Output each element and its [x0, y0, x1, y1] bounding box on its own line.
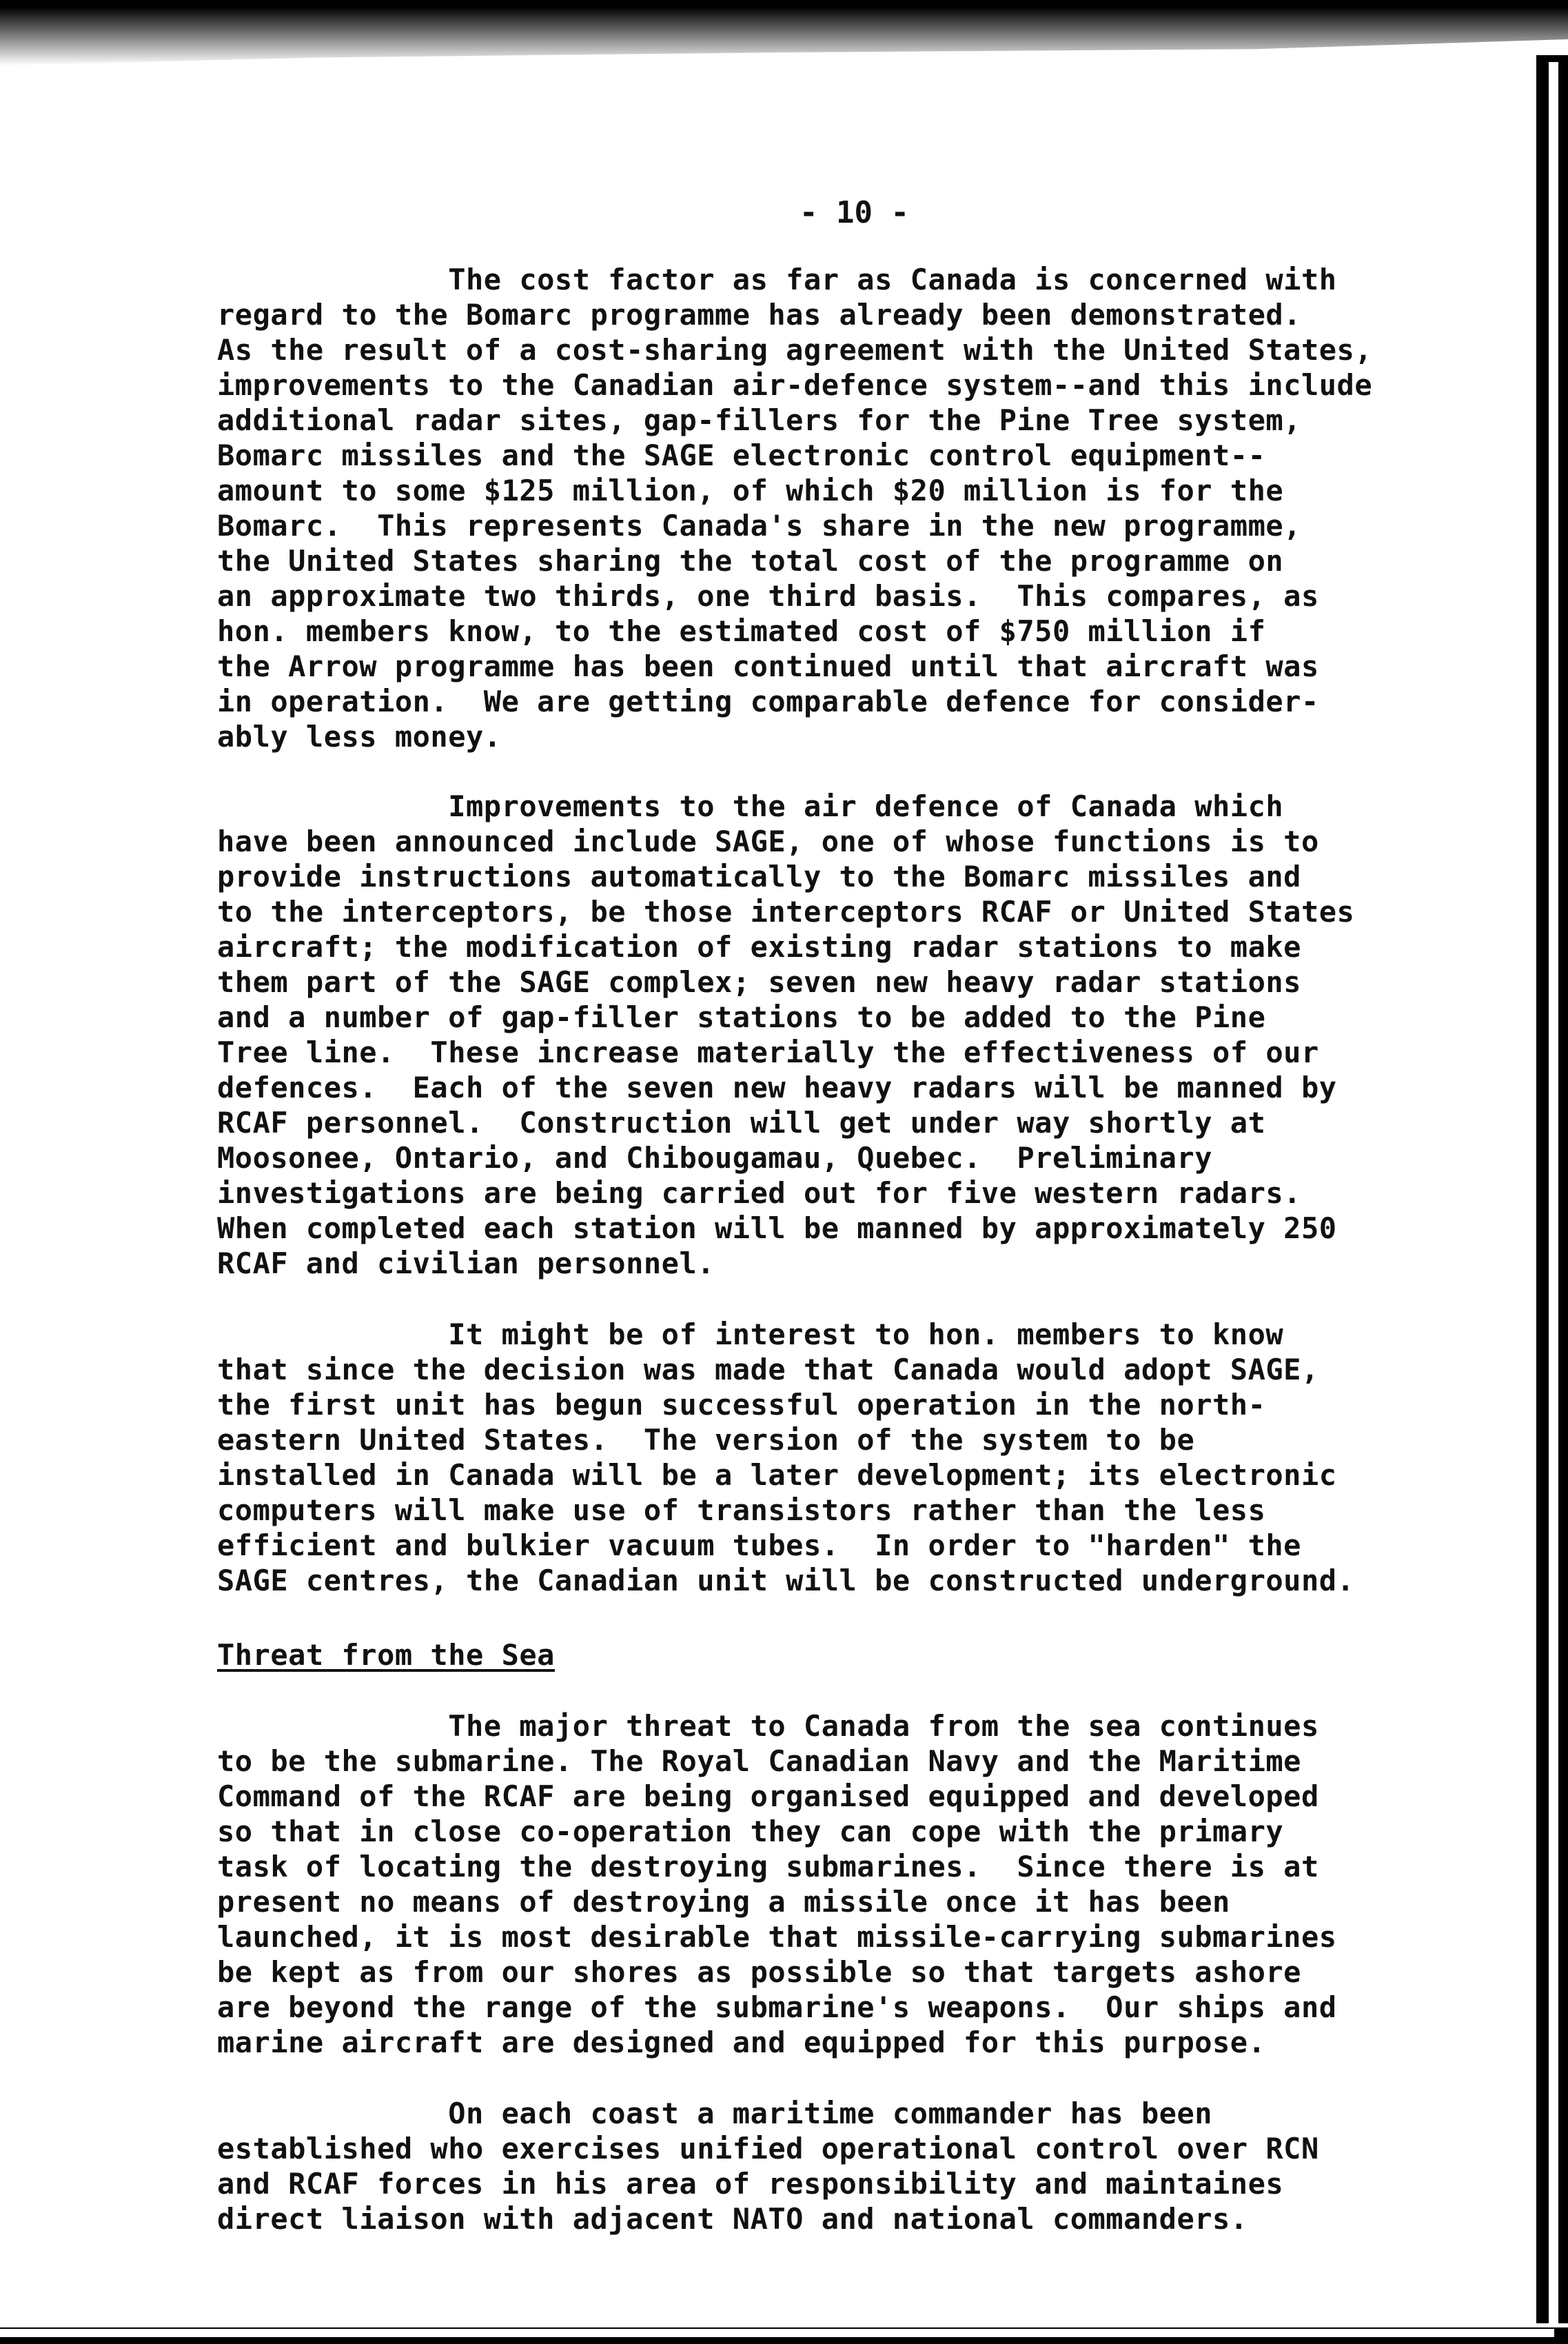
paragraph-sage-operation: It might be of interest to hon. members to know that since the decision was made that Canada would adopt SAGE, the first unit has begun successful operation in the north- eastern United States. The version of the system to be installed in Canada will be a later development; its electronic computers will make use of transistors rather than the less efficient and bulkier vacuum tubes. In order to "harden" the SAGE centres, the Canadian unit will be constructed underground.: [217, 1317, 1355, 1597]
paragraph-submarine-threat: The major threat to Canada from the sea continues to be the submarine. The Royal Canadian Navy and the Maritime Command of the RCAF are being organised equipped and developed so that in close co-operation they can cope with the primary task of locating the destroying submarines. Since there is at present no means of destroying a missile once it has been launched, it is most desirable that missile-carrying submarines be kept as from our shores as possible so that targets ashore are beyond the range of the submarine's weapons. Our ships and marine aircraft are designed and equipped for this purpose.: [217, 1709, 1337, 2059]
scan-top-border: [0, 0, 1568, 65]
scan-right-border-gap: [1549, 62, 1558, 2323]
paragraph-cost-factor: The cost factor as far as Canada is concerned with regard to the Bomarc programme has already been demonstrated. As the result of a cost-sharing agreement with the United States, improvements to the Canadian air-defence system--and this include additional radar sites, gap-fillers for the Pine Tree system, Bomarc missiles and the SAGE electronic control equipment-- amount to some $125 million, of which $20 million is for the Bomarc. This represents Canada's share in the new programme, the United States sharing the total cost of the programme on an approximate two thirds, one third basis. This compares, as hon. members know, to the estimated cost of $750 million if the Arrow programme has been continued until that aircraft was in operation. We are getting comparable defence for consider- ably less money.: [217, 263, 1373, 754]
paragraph-maritime-commander: On each coast a maritime commander has been established who exercises unified operational control over RCN and RCAF forces in his area of responsibility and maintaines direct liaison with adjacent NATO and national commanders.: [217, 2097, 1319, 2236]
scan-bottom-border-gap: [0, 2329, 1554, 2337]
page-number: - 10 -: [800, 195, 909, 230]
paragraph-air-defence-improvements: Improvements to the air defence of Canada which have been announced include SAGE, one of whose functions is to provide instructions automatically to the Bomarc missiles and to the interceptors, be those interceptors RCAF or United States aircraft; the modification of existing radar stations to make them part of the SAGE complex; seven new heavy radar stations and a number of gap-filler stations to be added to the Pine Tree line. These increase materially the effectiveness of our defences. Each of the seven new heavy radars will be manned by RCAF personnel. Construction will get under way shortly at Moosonee, Ontario, and Chibougamau, Quebec. Preliminary investigations are being carried out for five western radars. When completed each station will be manned by approximately 250 RCAF and civilian personnel.: [217, 789, 1355, 1280]
section-heading: Threat from the Sea: [217, 1638, 555, 1672]
